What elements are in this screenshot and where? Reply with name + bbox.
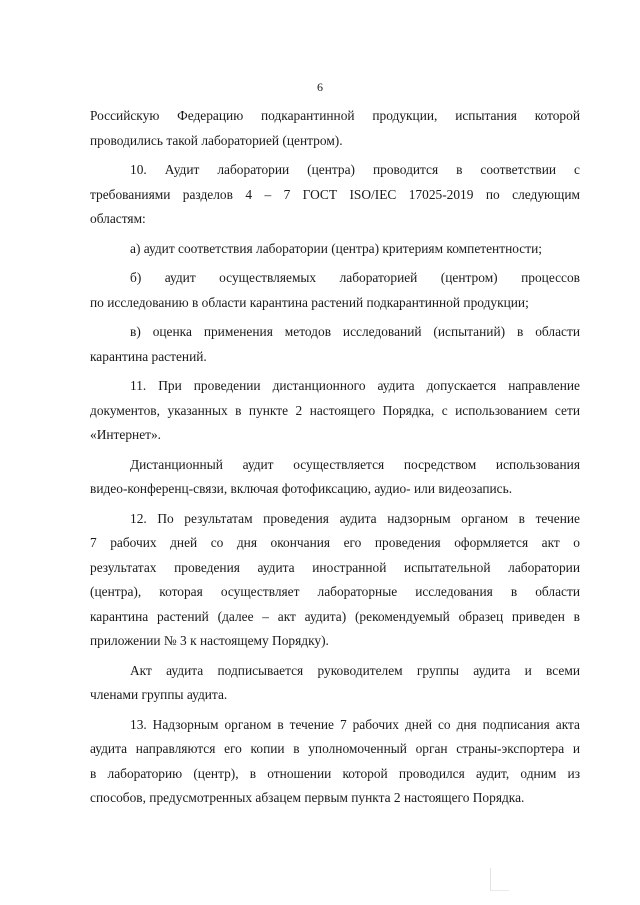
text-line: 11. При проведении дистанционного аудита допускается направление (130, 378, 580, 393)
paragraph-p13 (90, 713, 580, 811)
text-line: 12. По результатам проведения аудита надзорным органом в течение (130, 510, 580, 526)
text-line: приложении № 3 к настоящему Порядку). (90, 633, 329, 648)
text-line: проводились такой лабораторией (центром). (90, 132, 343, 148)
text-line: 7 рабочих дней со дня окончания его проведения оформляется акт о (90, 535, 580, 550)
document-body (90, 104, 580, 811)
text-line: 13. Надзорным органом в течение 7 рабочих дней со дня подписания акта (130, 716, 580, 732)
paragraph-p11b (90, 453, 580, 502)
page-number: 6 (317, 80, 323, 94)
text-line: в) оценка применения методов исследований (испытаний) в области (130, 324, 580, 339)
scan-artifact (490, 868, 509, 891)
text-line: 10. Аудит лаборатории (центра) проводится в соответствии с (130, 162, 580, 177)
text-line: членами группы аудита. (90, 687, 228, 702)
text-line: по исследованию в области карантина растений подкарантинной продукции; (90, 294, 529, 310)
text-line: способов, предусмотренных абзацем первым пункта 2 настоящего Порядка. (90, 790, 525, 805)
text-line: «Интернет». (90, 427, 162, 442)
paragraph-p11 (90, 374, 580, 448)
text-line: Акт аудита подписывается руководителем группы аудита и всеми (130, 662, 580, 678)
text-line: видео-конференц-связи, включая фотофиксацию, аудио- или видеозапись. (90, 481, 513, 496)
paragraph-p10c (90, 320, 580, 369)
paragraph-p10b (90, 266, 580, 315)
paragraph-p10a (90, 237, 580, 262)
text-line: карантина растений. (90, 348, 207, 364)
text-line: (центра), которая осуществляет лабораторные исследования в области (90, 584, 580, 599)
text-line: а) аудит соответствия лаборатории (центра) критериям компетентности; (130, 240, 542, 256)
paragraph-p0 (90, 104, 580, 153)
text-line: областям: (90, 211, 146, 226)
text-line: требованиями разделов 4 – 7 ГОСТ ISO/IEC 17025-2019 по следующим (90, 186, 580, 202)
text-line: карантина растений (далее – акт аудита) (рекомендуемый образец приведен в (90, 608, 580, 624)
text-line: документов, указанных в пункте 2 настоящего Порядка, с использованием сети (90, 402, 580, 418)
text-line: результатах проведения аудита иностранной испытательной лаборатории (90, 559, 580, 575)
paragraph-p10 (90, 158, 580, 232)
text-line: Дистанционный аудит осуществляется посредством использования (130, 456, 580, 472)
paragraph-p12b (90, 659, 580, 708)
text-line: в лабораторию (центр), в отношении которой проводился аудит, одним из (90, 765, 580, 781)
text-line: Российскую Федерацию подкарантинной продукции, испытания которой (90, 108, 580, 123)
text-line: аудита направляются его копии в уполномоченный орган страны-экспортера и (90, 741, 580, 756)
paragraph-p12 (90, 507, 580, 654)
text-line: б) аудит осуществляемых лабораторией (центром) процессов (130, 270, 580, 285)
